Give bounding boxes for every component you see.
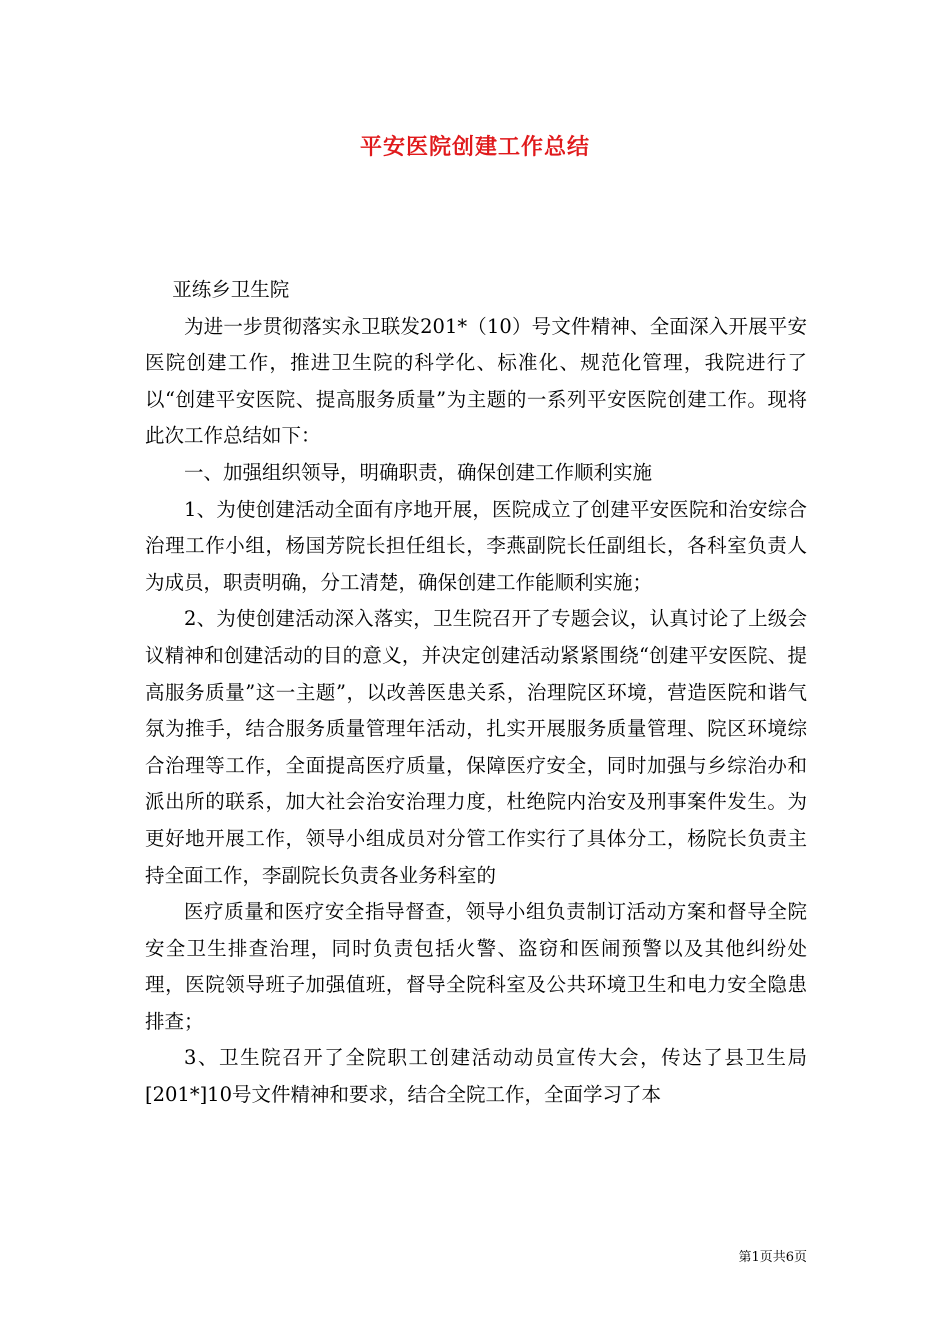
author-line: 亚练乡卫生院	[172, 278, 290, 301]
paragraph-intro: 为进一步贯彻落实永卫联发201*（10）号文件精神、全面深入开展平安医院创建工作，推进卫生院的科学化、标准化、规范化管理，我院进行了以“创建平安医院、提高服务质量”为主题的一系列平安医院创建工作。现将此次工作总结如下：	[145, 314, 807, 448]
page-number: 第1页共6页	[738, 1250, 807, 1265]
paragraph-item-2: 2、为使创建活动深入落实，卫生院召开了专题会议，认真讨论了上级会议精神和创建活动的目的意义，并决定创建活动紧紧围绕“创建平安医院、提高服务质量”这一主题”，以改善医患关系，治理院区环境，营造医院和谐气氛为推手，结合服务质量管理年活动，扎实开展服务质量管理、院区环境综合治理等工作，全面提高医疗质量，保障医疗安全，同时加强与乡综治办和派出所的联系，加大社会治安治理力度，杜绝院内治安及刑事案件发生。为更好地开展工作，领导小组成员对分管工作实行了具体分工，杨院长负责主持全面工作，李副院长负责各业务科室的	[145, 607, 807, 887]
document-body	[145, 272, 807, 1114]
paragraph-item-1: 1、为使创建活动全面有序地开展，医院成立了创建平安医院和治安综合治理工作小组，杨国芳院长担任组长，李燕副院长任副组长，各科室负责人为成员，职责明确，分工清楚，确保创建工作能顺利实施；	[145, 497, 807, 594]
document-title: 平安医院创建工作总结	[359, 134, 590, 160]
paragraph-item-3: 3、卫生院召开了全院职工创建活动动员宣传大会，传达了县卫生局[201*]10号文件精神和要求，结合全院工作，全面学习了本	[145, 1046, 807, 1107]
section-heading-1: 一、加强组织领导，明确职责，确保创建工作顺利实施	[184, 460, 653, 484]
paragraph-item-2-continued: 医疗质量和医疗安全指导督查，领导小组负责制订活动方案和督导全院安全卫生排查治理，同时负责包括火警、盗窃和医闹预警以及其他纠纷处理，医院领导班子加强值班，督导全院科室及公共环境卫生和电力安全隐患排查；	[145, 900, 807, 1033]
